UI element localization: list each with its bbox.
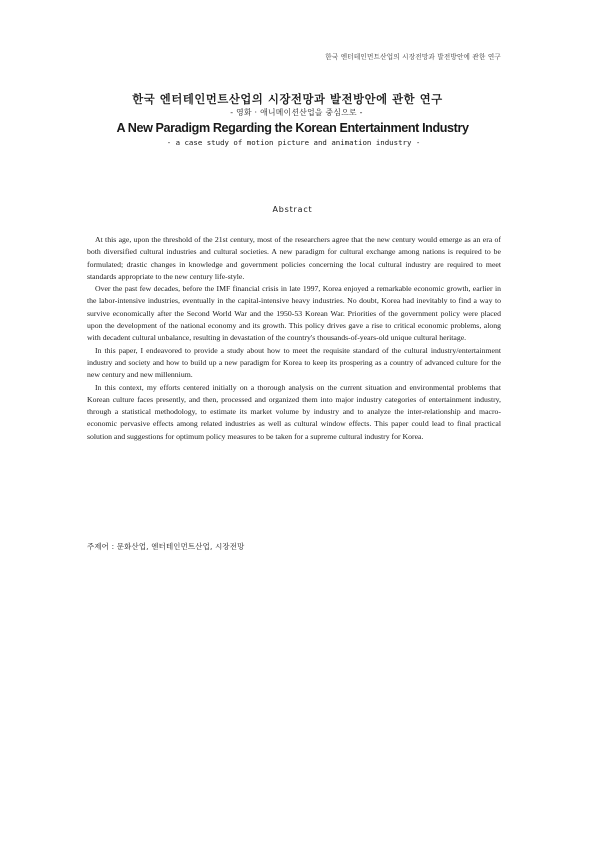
abstract-paragraph: In this paper, I endeavored to provide a study about how to meet the requisite standard of the cultural industry/entertainment industry and society and how to build up a new paradigm for Korea to keep its prospering as a country of advanced culture for the new century and new millennium. [87,345,501,380]
subtitle-korean: - 영화 · 애니메이션산업을 중심으로 - [230,108,363,117]
subtitle-english: - a case study of motion picture and animation industry - [166,138,421,147]
abstract-body [87,234,501,443]
abstract-paragraph: At this age, upon the threshold of the 21st century, most of the researchers agree that the new century would emerge as an era of both diversified cultural industries and cultural societies. A new paradigm for cultural exchange among nations is required to be formulated; drastic changes in knowledge and government policies concerning the local cultural industry are required to meet standards appropriate to the new century life-style. [87,235,501,281]
keywords: 주제어 : 문화산업, 엔터테인먼트산업, 시장전망 [87,542,245,551]
title-block [0,92,595,148]
abstract-heading: Abstract [272,205,313,214]
abstract-paragraph: Over the past few decades, before the IMF financial crisis in late 1997, Korea enjoyed a remarkable economic growth, earlier in the labor-intensive industries, eventually in the capital-intensive heavy industries. No doubt, Korea had inevitably to find a way to survive economically after the Second World War and the 1950-53 Korean War. Priorities of the government policy were placed upon the development of the national economy and its growth. This policy drives gave a rise to critical economic problems, along with decadent cultural unbalance, resulting in devastation of the country's thousands-of-years-old unique cultural heritage. [87,284,501,343]
abstract-paragraph: In this context, my efforts centered initially on a thorough analysis on the current situation and environmental problems that Korean culture faces presently, and then, processed and organized them into major industry categories of entertainment industry, through a statistical methodology, to estimate its market volume by industry and to analyze the inter-relationship and macro-economic pervasive effects among related industries as well as cultural window effects. This paper could lead to final practical solution and suggestions for optimum policy measures to be taken for a supreme cultural industry for Korea. [87,382,501,441]
title-korean: 한국 엔터테인먼트산업의 시장전망과 발전방안에 관한 연구 [132,92,443,106]
running-header: 한국 엔터테인먼트산업의 시장전망과 발전방안에 관한 연구 [325,53,501,61]
title-english: A New Paradigm Regarding the Korean Entertainment Industry [116,121,469,135]
